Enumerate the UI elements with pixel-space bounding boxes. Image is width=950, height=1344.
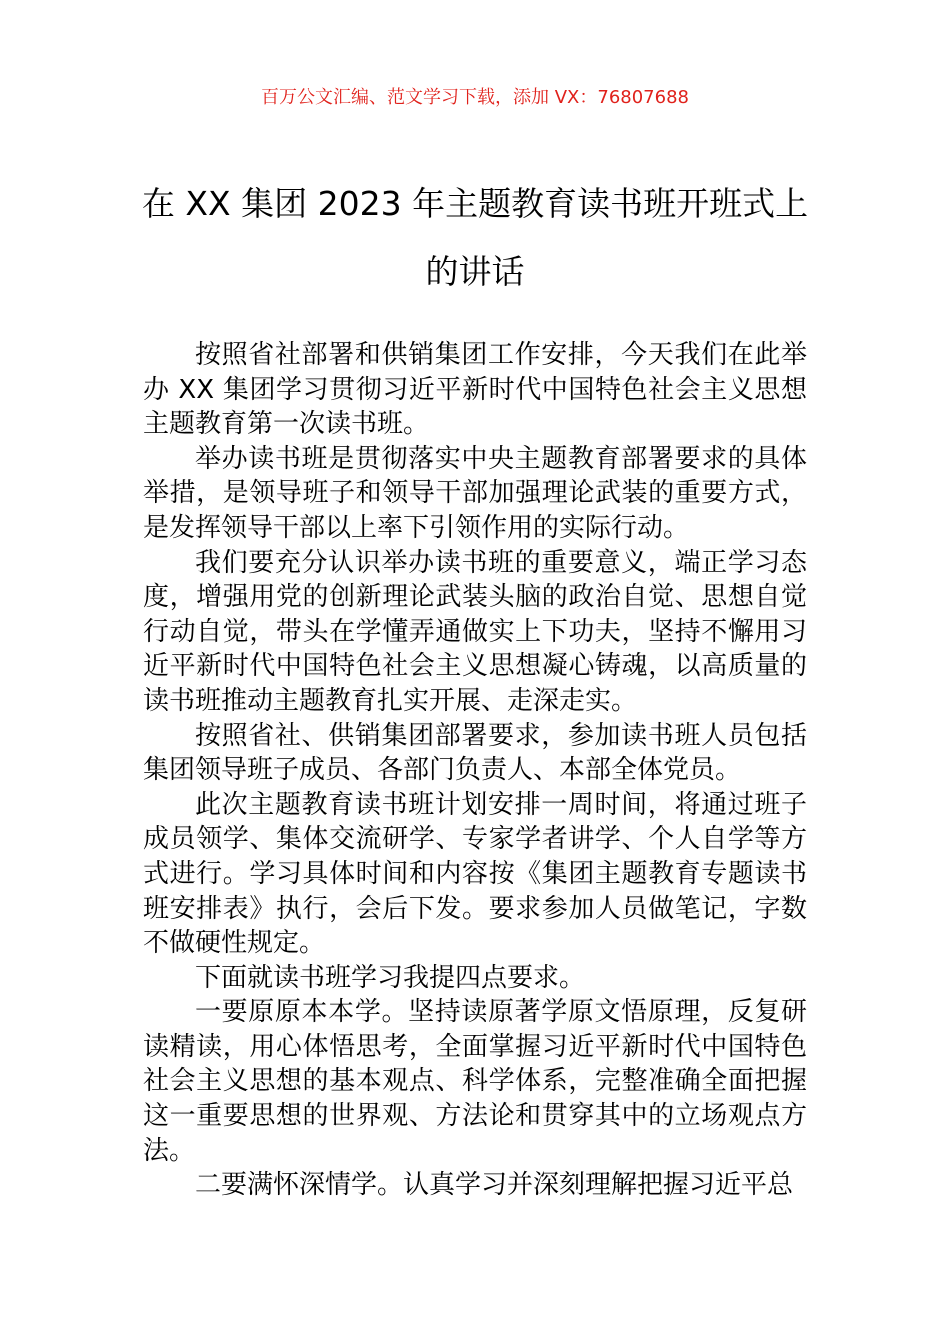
header-note: 百万公文汇编、范文学习下载，添加 VX：76807688 xyxy=(261,87,689,108)
paragraph: 按照省社、供销集团部署要求，参加读书班人员包括集团领导班子成员、各部门负责人、本部全体党员。 xyxy=(143,720,807,786)
paragraph: 按照省社部署和供销集团工作安排，今天我们在此举办 XX 集团学习贯彻习近平新时代中国特色社会主义思想主题教育第一次读书班。 xyxy=(143,340,807,440)
paragraph: 此次主题教育读书班计划安排一周时间，将通过班子成员领学、集体交流研学、专家学者讲学、个人自学等方式进行。学习具体时间和内容按《集团主题教育专题读书班安排表》执行，会后下发。要求参加人员做笔记，字数不做硬性规定。 xyxy=(143,789,807,959)
page-title: 在 XX 集团 2023 年主题教育读书班开班式上的讲话 xyxy=(141,184,809,291)
paragraph: 下面就读书班学习我提四点要求。 xyxy=(195,962,586,993)
paragraph: 二要满怀深情学。认真学习并深刻理解把握习近平总 xyxy=(195,1170,794,1201)
paragraph: 我们要充分认识举办读书班的重要意义，端正学习态度，增强用党的创新理论武装头脑的政治自觉、思想自觉行动自觉，带头在学懂弄通做实上下功夫，坚持不懈用习近平新时代中国特色社会主义思想凝心铸魂，以高质量的读书班推动主题教育扎实开展、走深走实。 xyxy=(143,547,807,716)
paragraph: 一要原原本本学。坚持读原著学原文悟原理，反复研读精读，用心体悟思考，全面掌握习近平新时代中国特色社会主义思想的基本观点、科学体系，完整准确全面把握这一重要思想的世界观、方法论和贯穿其中的立场观点方法。 xyxy=(143,997,807,1166)
document-body xyxy=(143,338,807,1203)
paragraph: 举办读书班是贯彻落实中央主题教育部署要求的具体举措，是领导班子和领导干部加强理论武装的重要方式，是发挥领导干部以上率下引领作用的实际行动。 xyxy=(143,443,807,543)
